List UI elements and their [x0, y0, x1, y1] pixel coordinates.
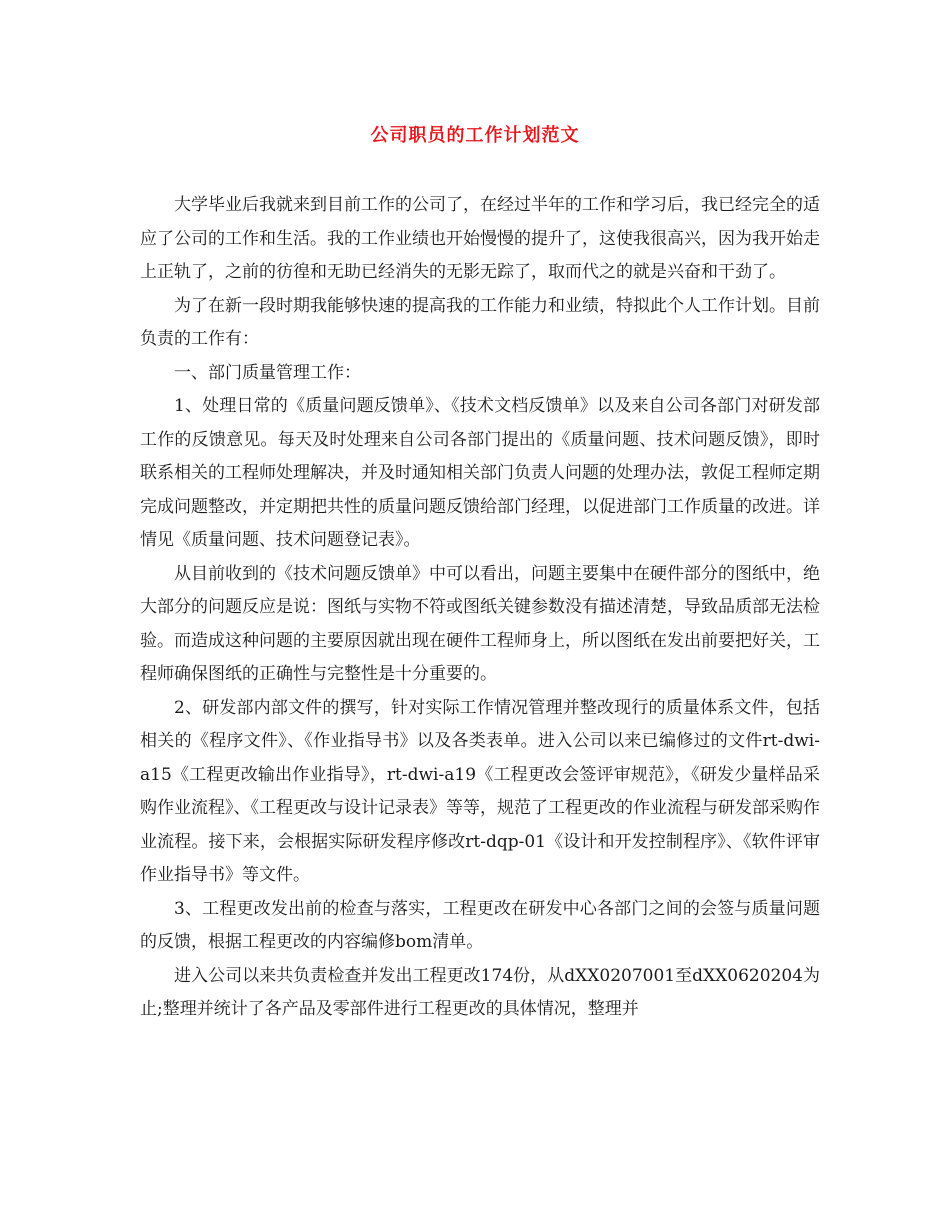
- document-body: [140, 189, 820, 1027]
- paragraph: 从目前收到的《技术问题反馈单》中可以看出，问题主要集中在硬件部分的图纸中，绝大部分的问题反应是说：图纸与实物不符或图纸关键参数没有描述清楚，导致品质部无法检验。而造成这种问题的主要原因就出现在硬件工程师身上，所以图纸在发出前要把好关，工程师确保图纸的正确性与完整性是十分重要的。: [140, 563, 820, 684]
- paragraph: 2、研发部内部文件的撰写，针对实际工作情况管理并整改现行的质量体系文件，包括相关的《程序文件》、《作业指导书》以及各类表单。进入公司以来已编修过的文件rt-dwi-a15《工程更改输出作业指导》，rt-dwi-a19《工程更改会签评审规范》，《研发少量样品采购作业流程》、《工程更改与设计记录表》等等，规范了工程更改的作业流程与研发部采购作业流程。接下来，会根据实际研发程序修改rt-dqp-01《设计和开发控制程序》、《软件评审作业指导书》等文件。: [140, 697, 820, 885]
- document-title: 公司职员的工作计划范文: [370, 125, 580, 146]
- paragraph: 为了在新一段时期我能够快速的提高我的工作能力和业绩，特拟此个人工作计划。目前负责的工作有：: [140, 295, 820, 349]
- section-heading: 一、部门质量管理工作：: [174, 362, 361, 383]
- paragraph: 1、处理日常的《质量问题反馈单》、《技术文档反馈单》以及来自公司各部门对研发部工作的反馈意见。每天及时处理来自公司各部门提出的《质量问题、技术问题反馈》，即时联系相关的工程师处理解决，并及时通知相关部门负责人问题的处理办法，敦促工程师定期完成问题整改，并定期把共性的质量问题反馈给部门经理，以促进部门工作质量的改进。详情见《质量问题、技术问题登记表》。: [140, 396, 820, 550]
- paragraph: 大学毕业后我就来到目前工作的公司了，在经过半年的工作和学习后，我已经完全的适应了公司的工作和生活。我的工作业绩也开始慢慢的提升了，这使我很高兴，因为我开始走上正轨了，之前的彷徨和无助已经消失的无影无踪了，取而代之的就是兴奋和干劲了。: [140, 195, 820, 282]
- paragraph: 进入公司以来共负责检查并发出工程更改174份，从dXX0207001至dXX0620204为止;整理并统计了各产品及零部件进行工程更改的具体情况，整理并: [140, 965, 820, 1019]
- paragraph: 3、工程更改发出前的检查与落实，工程更改在研发中心各部门之间的会签与质量问题的反馈，根据工程更改的内容编修bom清单。: [140, 898, 820, 952]
